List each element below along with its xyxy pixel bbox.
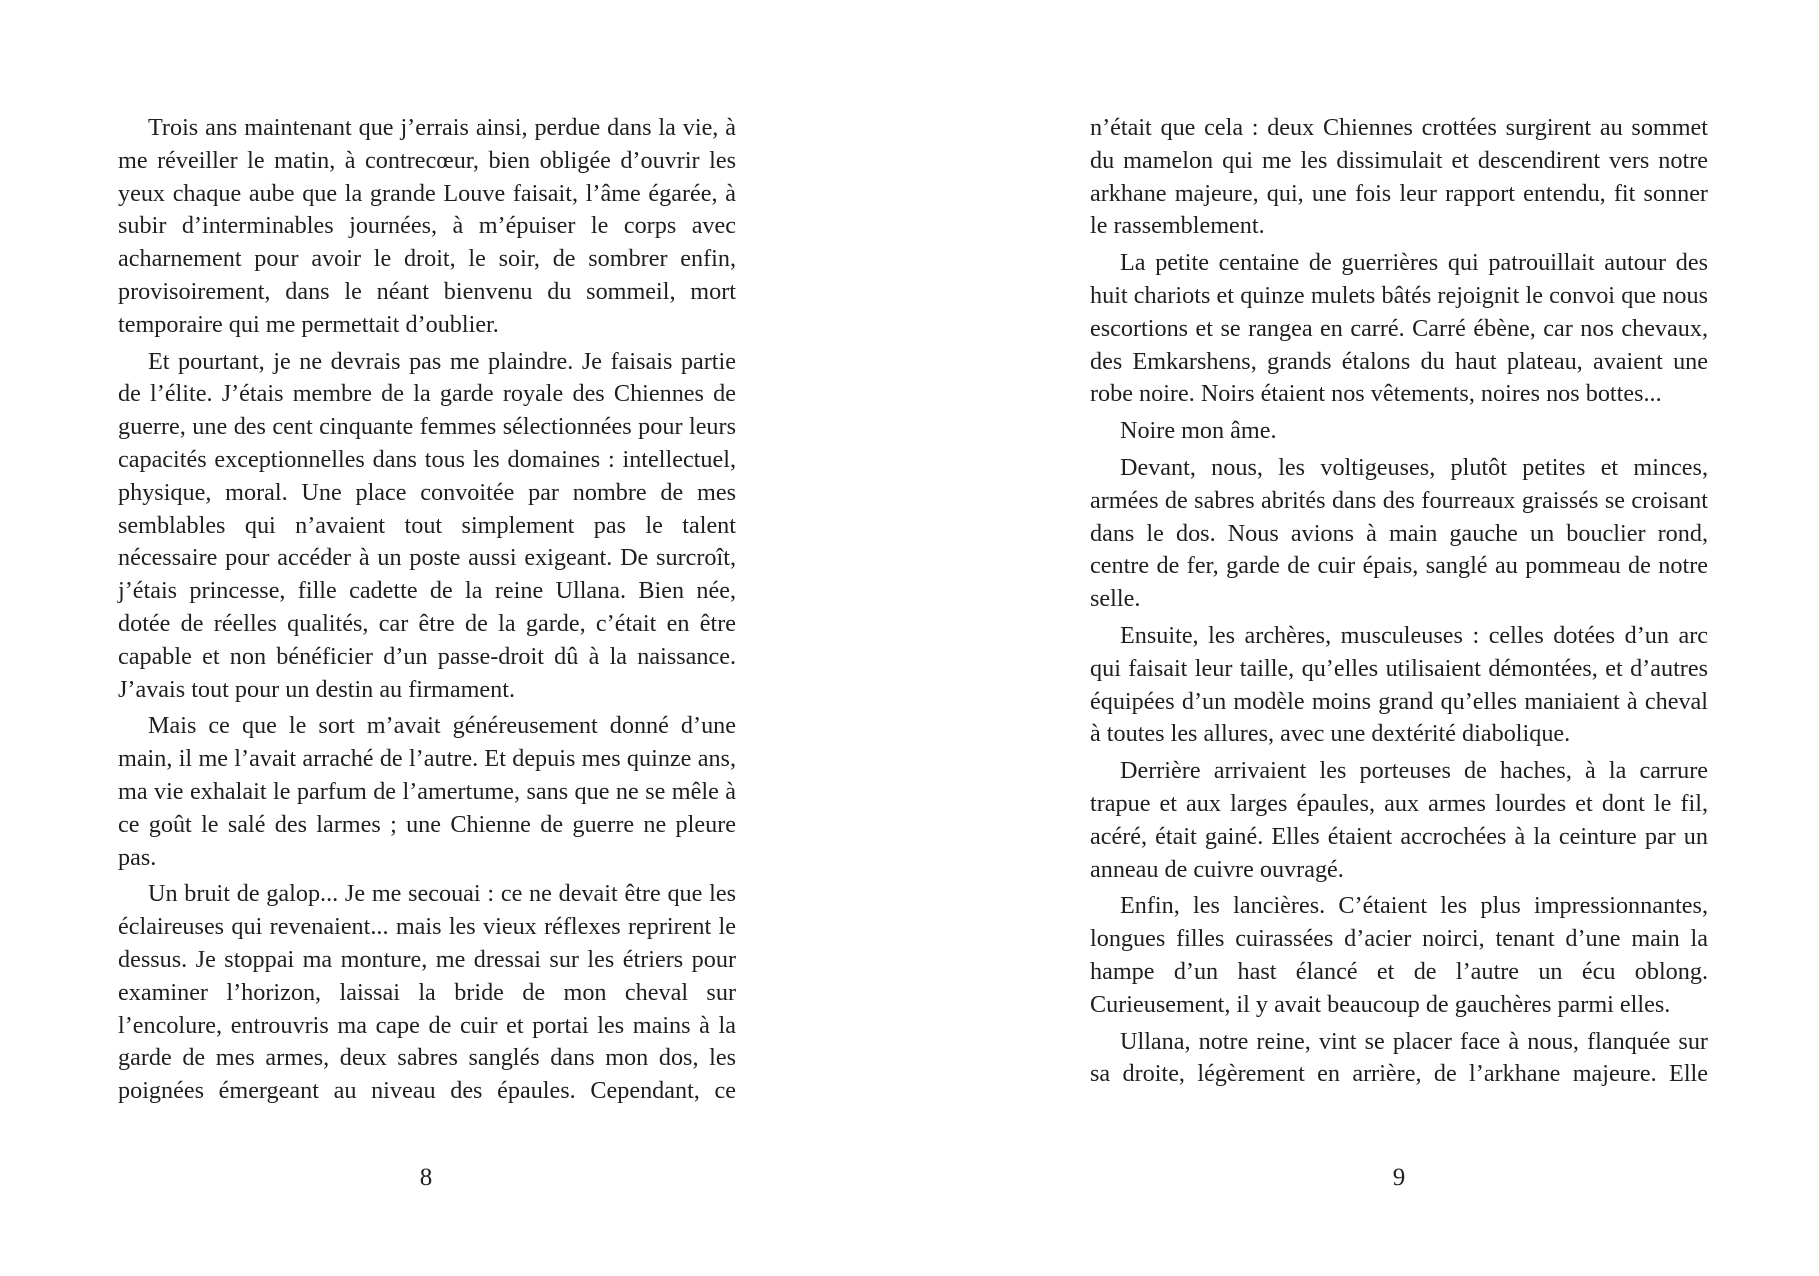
paragraph: Devant, nous, les voltigeuses, plutôt petites et minces, armées de sabres abrités dans des fourreaux graissés se croisant dans le dos. Nous avions à main gauche un bouclier rond, centre de fer, garde de cuir épais, sanglé au pommeau de notre selle. [1090, 453, 1708, 613]
paragraph: Et pourtant, je ne devrais pas me plaindre. Je faisais partie de l’élite. J’étais membre de la garde royale des Chiennes de guerre, une des cent cinquante femmes sélectionnées pour leurs capacités exceptionnelles dans tous les domaines : intellectuel, physique, moral. Une place convoitée par nombre de mes semblables qui n’avaient tout simplement pas le talent nécessaire pour accéder à un poste aussi exigeant. De surcroît, j’étais princesse, fille cadette de la reine Ullana. Bien née, dotée de réelles qualités, car être de la garde, c’était en être capable et non bénéficier d’un passe-droit dû à la naissance. J’avais tout pour un destin au firmament. [118, 347, 736, 703]
page-number: 8 [419, 1164, 433, 1191]
paragraph: Ensuite, les archères, musculeuses : celles dotées d’un arc qui faisait leur taille, qu’elles utilisaient démontées, et d’autres équipées d’un modèle moins grand qu’elles maniaient à cheval à toutes les allures, avec une dextérité diabolique. [1090, 621, 1708, 748]
left-page [0, 0, 909, 1276]
right-page-text [1090, 112, 1708, 1095]
paragraph: Ullana, notre reine, vint se placer face à nous, flanquée sur sa droite, légèrement en arrière, de l’arkhane majeure. Elle [1090, 1027, 1708, 1088]
paragraph: Enfin, les lancières. C’étaient les plus impressionnantes, longues filles cuirassées d’acier noirci, tenant d’une main la hampe d’un hast élancé et de l’autre un écu oblong. Curieusement, il y avait beaucoup de gauchères parmi elles. [1090, 892, 1708, 1018]
paragraph: Noire mon âme. [1120, 417, 1277, 445]
left-page-text [118, 112, 736, 1112]
paragraph: Derrière arrivaient les porteuses de haches, à la carrure trapue et aux larges épaules, aux armes lourdes et dont le fil, acéré, était gainé. Elles étaient accrochées à la ceinture par un anneau de cuivre ouvragé. [1090, 757, 1708, 883]
paragraph: La petite centaine de guerrières qui patrouillait autour des huit chariots et quinze mulets bâtés rejoignit le convoi que nous escortions et se rangea en carré. Carré ébène, car nos chevaux, des Emkarshens, grands étalons du haut plateau, avaient une robe noire. Noirs étaient nos vêtements, noires nos bottes... [1090, 249, 1708, 408]
right-page [910, 0, 1819, 1276]
paragraph: Un bruit de galop... Je me secouai : ce ne devait être que les éclaireuses qui revenaient... mais les vieux réflexes reprirent le dessus. Je stoppai ma monture, me dressai sur les étriers pour examiner l’horizon, laissai la bride de mon cheval sur l’encolure, entrouvris ma cape de cuir et portai les mains à la garde de mes armes, deux sabres sanglés dans mon dos, les poignées émergeant au niveau des épaules. Cependant, ce [118, 880, 736, 1105]
continued-paragraph: n’était que cela : deux Chiennes crottées surgirent au sommet du mamelon qui me les dissimulait et descendirent vers notre arkhane majeure, qui, une fois leur rapport entendu, fit sonner le rassemblement. [1090, 114, 1708, 240]
paragraph: Trois ans maintenant que j’errais ainsi, perdue dans la vie, à me réveiller le matin, à contrecœur, bien obligée d’ouvrir les yeux chaque aube que la grande Louve faisait, l’âme égarée, à subir d’interminables journées, à m’épuiser le corps avec acharnement pour avoir le droit, le soir, de sombrer enfin, provisoirement, dans le néant bienvenu du sommeil, mort temporaire qui me permettait d’oublier. [118, 114, 736, 338]
paragraph: Mais ce que le sort m’avait généreusement donné d’une main, il me l’avait arraché de l’autre. Et depuis mes quinze ans, ma vie exhalait le parfum de l’amertume, sans que ne se mêle à ce goût le salé des larmes ; une Chienne de guerre ne pleure pas. [118, 712, 736, 871]
page-number: 9 [1392, 1164, 1406, 1191]
